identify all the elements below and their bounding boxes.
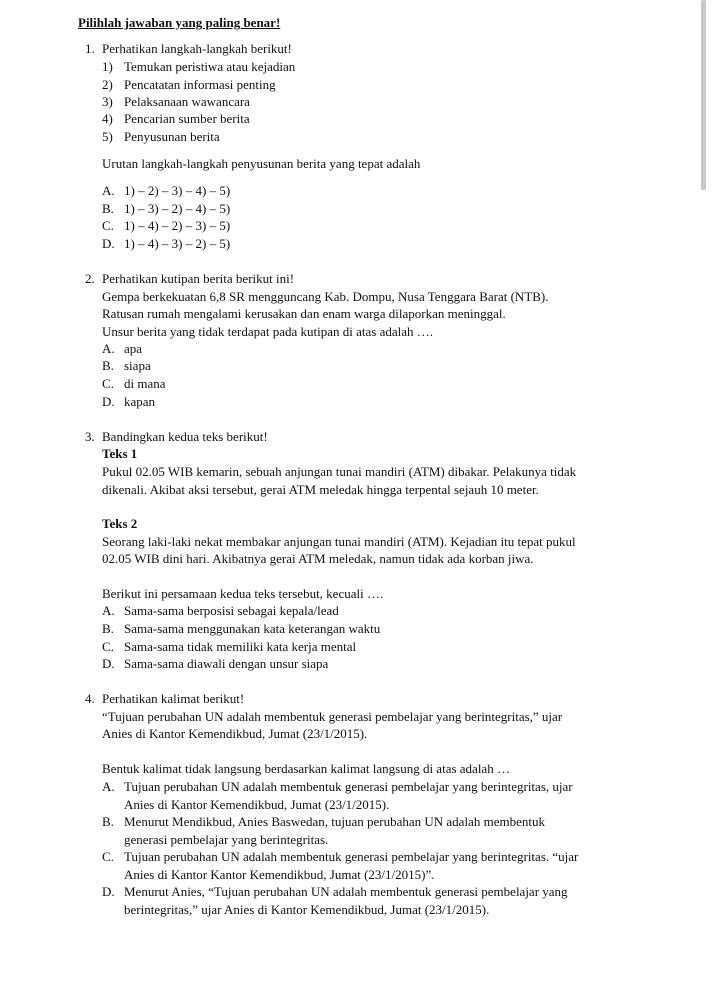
option-letter: C. xyxy=(102,218,114,233)
question-stem: Bentuk kalimat tidak langsung berdasarkan kalimat langsung di atas adalah … xyxy=(102,761,510,776)
text-1-line: Pukul 02.05 WIB kemarin, sebuah anjungan tunai mandiri (ATM) dibakar. Pelakunya tidak xyxy=(102,464,577,479)
option-text: 1) – 4) – 2) – 3) – 5) xyxy=(124,218,231,233)
option-text: apa xyxy=(124,341,143,356)
option-text: generasi pembelajar yang berintegritas. xyxy=(124,832,329,847)
step-number: 5) xyxy=(102,129,113,144)
step-number: 1) xyxy=(102,59,113,74)
step-text: Temukan peristiwa atau kejadian xyxy=(124,59,296,74)
news-quote-line: Gempa berkekuatan 6,8 SR mengguncang Kab. Dompu, Nusa Tenggara Barat (NTB). xyxy=(102,289,549,304)
vertical-scrollbar[interactable] xyxy=(701,0,706,190)
option-letter: A. xyxy=(102,779,115,794)
step-text: Penyusunan berita xyxy=(124,129,220,144)
question-number: 4. xyxy=(85,691,95,706)
direct-quote-line: “Tujuan perubahan UN adalah membentuk generasi pembelajar yang berintegritas,” ujar xyxy=(102,709,563,724)
option-text: Sama-sama tidak memiliki kata kerja mental xyxy=(124,639,357,654)
option-letter: B. xyxy=(102,814,114,829)
option-text: Tujuan perubahan UN adalah membentuk generasi pembelajar yang berintegritas. “ujar xyxy=(124,849,579,864)
question-prompt: Perhatikan kalimat berikut! xyxy=(102,691,245,706)
direct-quote-line: Anies di Kantor Kemendikbud, Jumat (23/1/2015). xyxy=(102,726,368,741)
option-text: di mana xyxy=(124,376,166,391)
option-text: Sama-sama berposisi sebagai kepala/lead xyxy=(124,603,339,618)
question-stem: Berikut ini persamaan kedua teks tersebut, kecuali …. xyxy=(102,586,384,601)
option-letter: D. xyxy=(102,656,115,671)
question-number: 3. xyxy=(85,429,95,444)
option-text: Anies di Kantor Kemendikbud, Jumat (23/1/2015). xyxy=(124,797,390,812)
option-text: 1) – 3) – 2) – 4) – 5) xyxy=(124,201,231,216)
step-text: Pencatatan informasi penting xyxy=(124,77,276,92)
question-stem: Unsur berita yang tidak terdapat pada kutipan di atas adalah …. xyxy=(102,324,434,339)
option-letter: D. xyxy=(102,394,115,409)
option-letter: D. xyxy=(102,884,115,899)
option-text: Sama-sama diawali dengan unsur siapa xyxy=(124,656,329,671)
option-text: siapa xyxy=(124,358,151,373)
news-quote-line: Ratusan rumah mengalami kerusakan dan enam warga dilaporkan meninggal. xyxy=(102,306,506,321)
option-letter: B. xyxy=(102,621,114,636)
step-number: 2) xyxy=(102,77,113,92)
option-text: 1) – 4) – 3) – 2) – 5) xyxy=(124,236,231,251)
option-letter: A. xyxy=(102,603,115,618)
text-2-title: Teks 2 xyxy=(102,516,138,531)
option-letter: A. xyxy=(102,183,115,198)
question-number: 2. xyxy=(85,271,95,286)
text-1-title: Teks 1 xyxy=(102,446,138,461)
option-letter: A. xyxy=(102,341,115,356)
question-stem: Urutan langkah-langkah penyusunan berita yang tepat adalah xyxy=(102,156,421,171)
question-prompt: Perhatikan langkah-langkah berikut! xyxy=(102,41,292,56)
text-1-line: dikenali. Akibat aksi tersebut, gerai ATM meledak hingga terpental sejauh 10 meter. xyxy=(102,482,539,497)
option-letter: D. xyxy=(102,236,115,251)
option-letter: C. xyxy=(102,639,114,654)
text-2-line: 02.05 WIB dini hari. Akibatnya gerai ATM meledak, namun tidak ada korban jiwa. xyxy=(102,551,534,566)
option-text: Anies di Kantor Kantor Kemendikbud, Jumat (23/1/2015)”. xyxy=(124,867,435,882)
step-text: Pelaksanaan wawancara xyxy=(124,94,250,109)
option-letter: B. xyxy=(102,201,114,216)
option-text: Sama-sama menggunakan kata keterangan waktu xyxy=(124,621,381,636)
instruction-heading: Pilihlah jawaban yang paling benar! xyxy=(78,15,281,30)
step-number: 3) xyxy=(102,94,113,109)
option-text: 1) – 2) – 3) – 4) – 5) xyxy=(124,183,231,198)
option-text: Menurut Anies, “Tujuan perubahan UN adalah membentuk generasi pembelajar yang xyxy=(124,884,568,899)
option-text: berintegritas,” ujar Anies di Kantor Kemendikbud, Jumat (23/1/2015). xyxy=(124,902,490,917)
option-letter: C. xyxy=(102,376,114,391)
text-2-line: Seorang laki-laki nekat membakar anjungan tunai mandiri (ATM). Kejadian itu tepat pukul xyxy=(102,534,576,549)
step-text: Pencarian sumber berita xyxy=(124,111,250,126)
step-number: 4) xyxy=(102,111,113,126)
option-text: Menurut Mendikbud, Anies Baswedan, tujuan perubahan UN adalah membentuk xyxy=(124,814,545,829)
option-letter: C. xyxy=(102,849,114,864)
question-prompt: Perhatikan kutipan berita berikut ini! xyxy=(102,271,295,286)
option-text: kapan xyxy=(124,394,156,409)
question-prompt: Bandingkan kedua teks berikut! xyxy=(102,429,268,444)
option-text: Tujuan perubahan UN adalah membentuk generasi pembelajar yang berintegritas, ujar xyxy=(124,779,573,794)
question-number: 1. xyxy=(85,41,95,56)
option-letter: B. xyxy=(102,358,114,373)
